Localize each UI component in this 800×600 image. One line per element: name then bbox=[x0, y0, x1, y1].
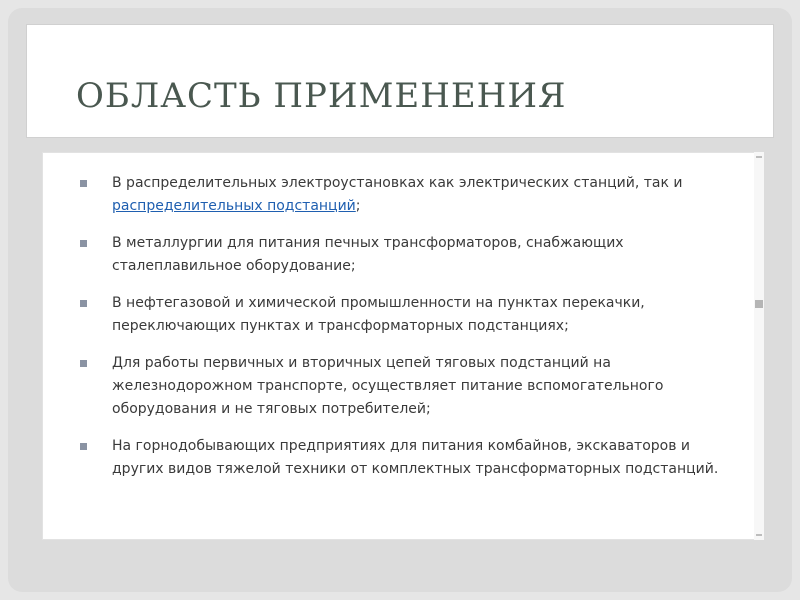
list-item-text-before: В распределительных электроустановках как электрических станций, так и bbox=[112, 175, 683, 191]
square-bullet-icon bbox=[80, 300, 87, 307]
list-item-text: Для работы первичных и вторичных цепей тяговых подстанций на железнодорожном транспорте, осуществляет питание вспомогательного оборудования и не тяговых потребителей; bbox=[112, 355, 664, 417]
list-item bbox=[42, 435, 752, 481]
list-item bbox=[42, 172, 752, 218]
square-bullet-icon bbox=[80, 180, 87, 187]
list-item-text-after: ; bbox=[355, 198, 361, 214]
content-panel bbox=[42, 152, 764, 540]
slide-title: ОБЛАСТЬ ПРИМЕНЕНИЯ bbox=[76, 76, 567, 116]
list-item-text: В нефтегазовой и химической промышленности на пунктах перекачки, переключающих пунктах и трансформаторных подстанциях; bbox=[112, 295, 645, 334]
substations-link[interactable]: распределительных подстанций bbox=[112, 198, 356, 214]
bullet-list[interactable] bbox=[42, 172, 752, 540]
vertical-scrollbar[interactable] bbox=[754, 152, 764, 540]
square-bullet-icon bbox=[80, 360, 87, 367]
scroll-up-icon[interactable] bbox=[756, 156, 762, 158]
square-bullet-icon bbox=[80, 240, 87, 247]
scrollbar-thumb[interactable] bbox=[755, 300, 763, 308]
scroll-down-icon[interactable] bbox=[756, 534, 762, 536]
list-item bbox=[42, 292, 752, 338]
list-item bbox=[42, 352, 752, 421]
list-item bbox=[42, 232, 752, 278]
square-bullet-icon bbox=[80, 443, 87, 450]
list-item-text: В металлургии для питания печных трансформаторов, снабжающих сталеплавильное оборудование; bbox=[112, 235, 624, 274]
list-item-text: На горнодобывающих предприятиях для питания комбайнов, экскаваторов и других видов тяжелой техники от комплектных трансформаторных подстанций. bbox=[112, 438, 719, 477]
title-panel bbox=[26, 24, 774, 138]
